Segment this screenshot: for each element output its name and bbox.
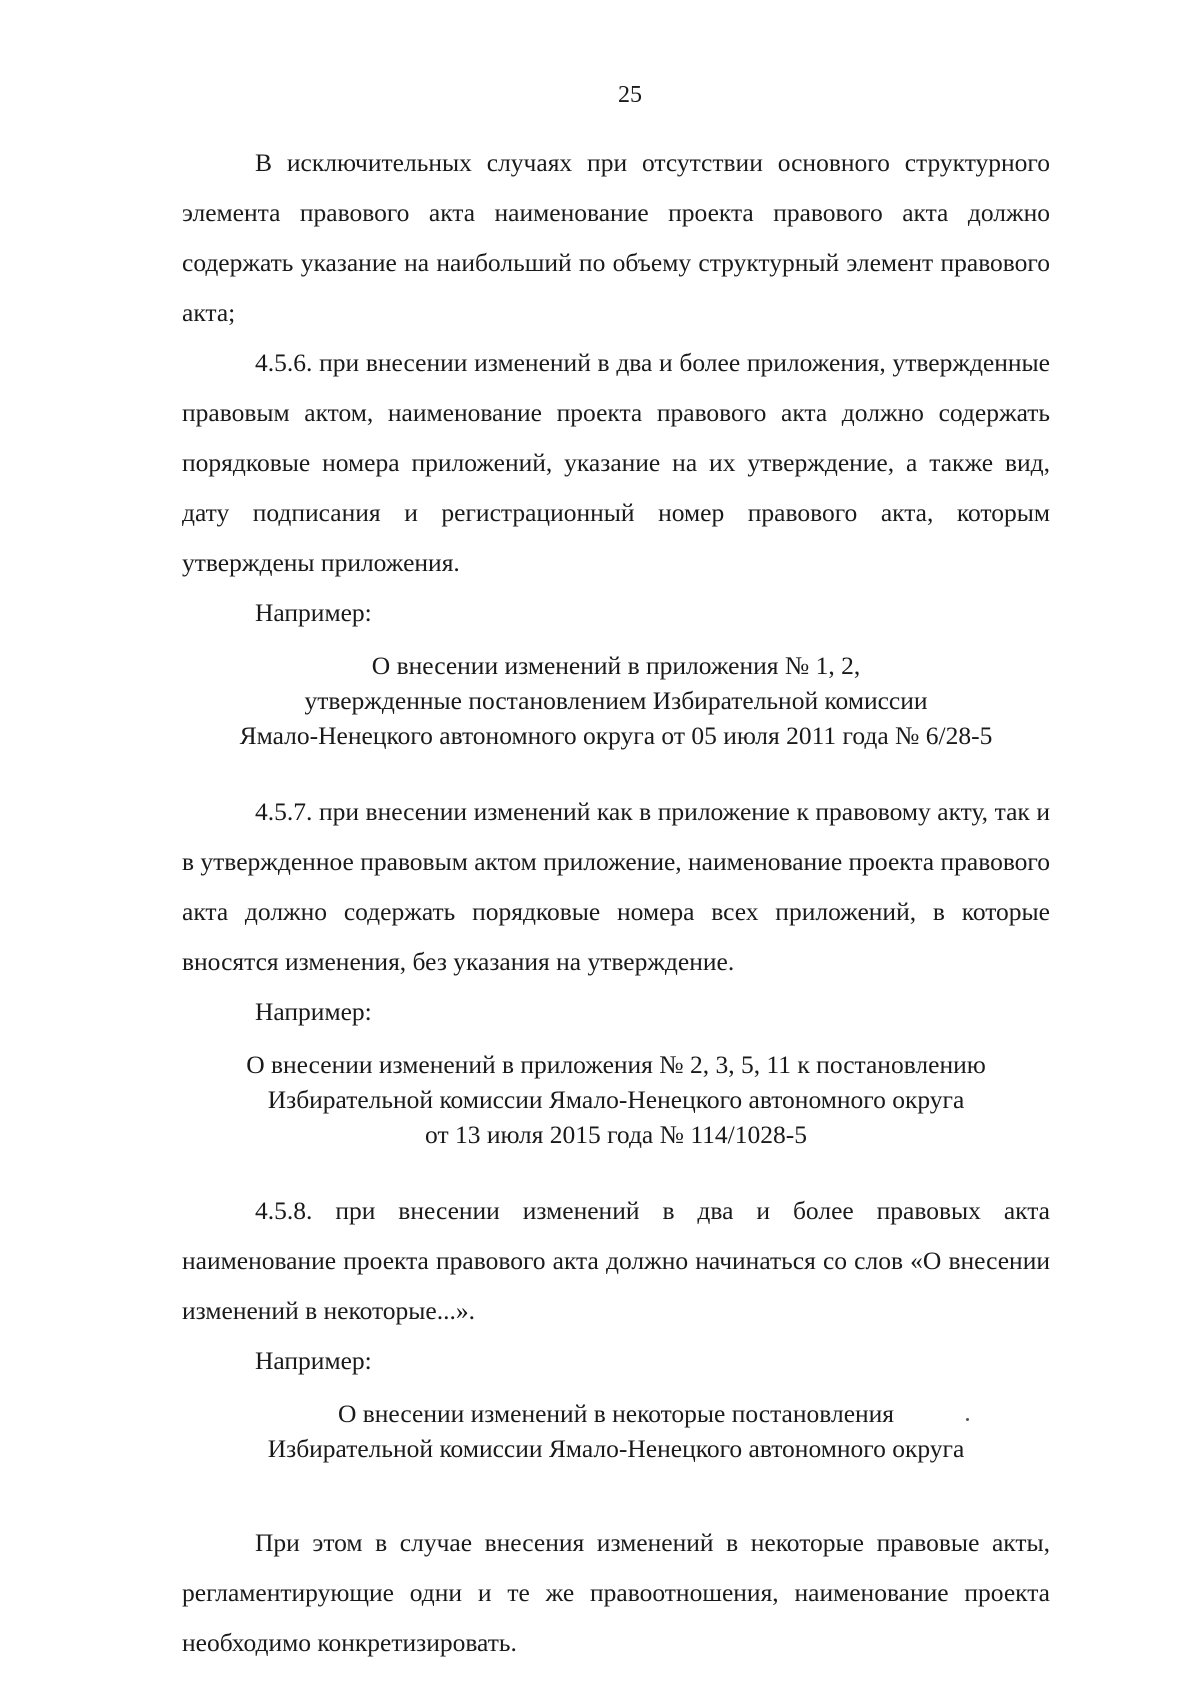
scan-speck xyxy=(966,1418,969,1421)
paragraph-4-5-7: 4.5.7. при внесении изменений как в приложение к правовому акту, так и в утвержденное правовым актом приложение, наименование проекта правового акта должно содержать порядковые номера всех приложений, в которые вносятся изменения, без указания на утверждение. xyxy=(182,797,1051,976)
paragraph-4-5-8: 4.5.8. при внесении изменений в два и более правовых акта наименование проекта правового акта должно начинаться со слов «О внесении изменений в некоторые...». xyxy=(182,1196,1050,1325)
page-number: 25 xyxy=(618,82,642,108)
example-line: О внесении изменений в приложения № 1, 2, xyxy=(371,651,861,680)
paragraph-exceptional-cases: В исключительных случаях при отсутствии основного структурного элемента правового акта наименование проекта правового акта должно содержать указание на наибольший по объему структурный элемент правового акта; xyxy=(182,148,1050,327)
example-line: Ямало-Ненецкого автономного округа от 05 июля 2011 года № 6/28-5 xyxy=(239,721,993,750)
example-block-3 xyxy=(182,1386,1050,1466)
example-label: Например: xyxy=(255,598,372,627)
example-line: Избирательной комиссии Ямало-Ненецкого автономного округа xyxy=(267,1085,965,1114)
spacer xyxy=(182,753,1050,787)
example-label: Например: xyxy=(255,1346,372,1375)
example-line: от 13 июля 2015 года № 114/1028-5 xyxy=(425,1120,807,1149)
paragraph-4-5-6: 4.5.6. при внесении изменений в два и более приложения, утвержденные правовым актом, наименование проекта правового акта должно содержать порядковые номера приложений, указание на их утверждение, а также вид, дату подписания и регистрационный номер правового акта, которым утверждены приложения. xyxy=(182,348,1050,577)
example-line: О внесении изменений в приложения № 2, 3, 5, 11 к постановлению xyxy=(246,1050,986,1079)
example-block-1 xyxy=(182,638,1050,753)
spacer xyxy=(182,1466,1050,1518)
example-line: О внесении изменений в некоторые постановления xyxy=(337,1399,895,1428)
example-label: Например: xyxy=(255,997,372,1026)
spacer xyxy=(182,1152,1050,1186)
example-line: утвержденные постановлением Избирательной комиссии xyxy=(304,686,928,715)
document-body xyxy=(182,138,1050,1668)
example-block-2 xyxy=(182,1037,1050,1152)
paragraph-concretize: При этом в случае внесения изменений в некоторые правовые акты, регламентирующие одни и те же правоотношения, наименование проекта необходимо конкретизировать. xyxy=(182,1528,1050,1657)
example-line: Избирательной комиссии Ямало-Ненецкого автономного округа xyxy=(267,1434,965,1463)
